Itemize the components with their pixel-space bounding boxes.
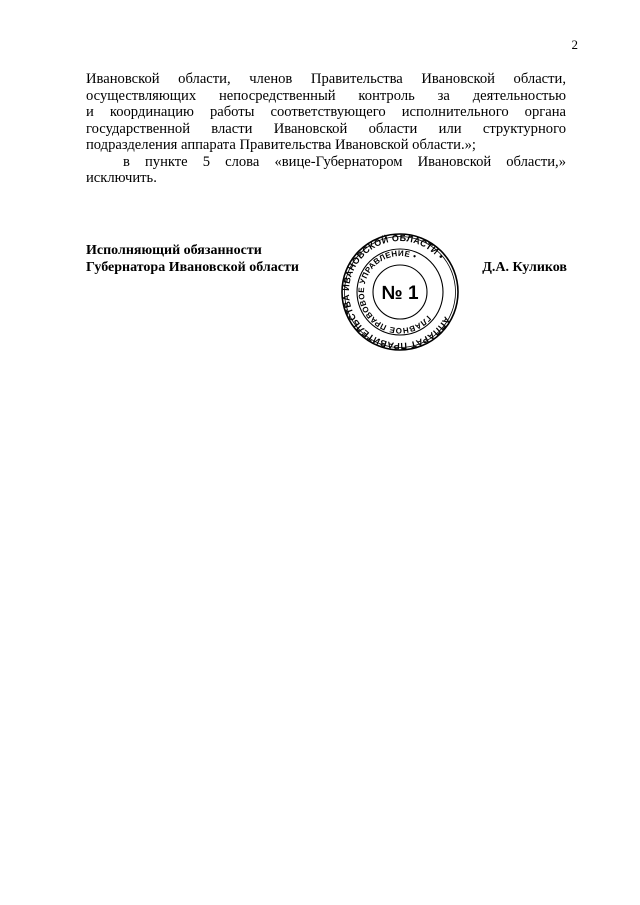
page-number: 2 — [571, 37, 578, 52]
official-seal — [340, 232, 460, 352]
text-line: и координацию работы соответствующего исполнительного органа — [86, 104, 566, 120]
text-line: государственной власти Ивановской области или структурного — [86, 120, 566, 137]
signatory-position-line: Исполняющий обязанности — [86, 243, 262, 258]
text-line: осуществляющих непосредственный контроль за деятельностью — [86, 87, 566, 104]
text-line: Ивановской области, членов Правительства Ивановской области, — [86, 71, 566, 87]
body-text — [86, 71, 566, 187]
seal-outer-text: АППАРАТ ПРАВИТЕЛЬСТВА ИВАНОВСКОЙ ОБЛАСТИ • — [340, 232, 452, 352]
text-line: в пункте 5 слова «вице-Губернатором Ивановской области,» — [123, 153, 566, 170]
signatory-name: Д.А. Куликов — [482, 260, 567, 275]
text-line: исключить. — [86, 170, 157, 186]
seal-inner-text: ГЛАВНОЕ ПРАВОВОЕ УПРАВЛЕНИЕ • — [356, 248, 433, 336]
signatory-position — [86, 242, 299, 276]
text-line: подразделения аппарата Правительства Ивановской области.»; — [86, 137, 476, 153]
seal-number: № 1 — [381, 283, 419, 304]
signatory-position-line: Губернатора Ивановской области — [86, 260, 299, 275]
